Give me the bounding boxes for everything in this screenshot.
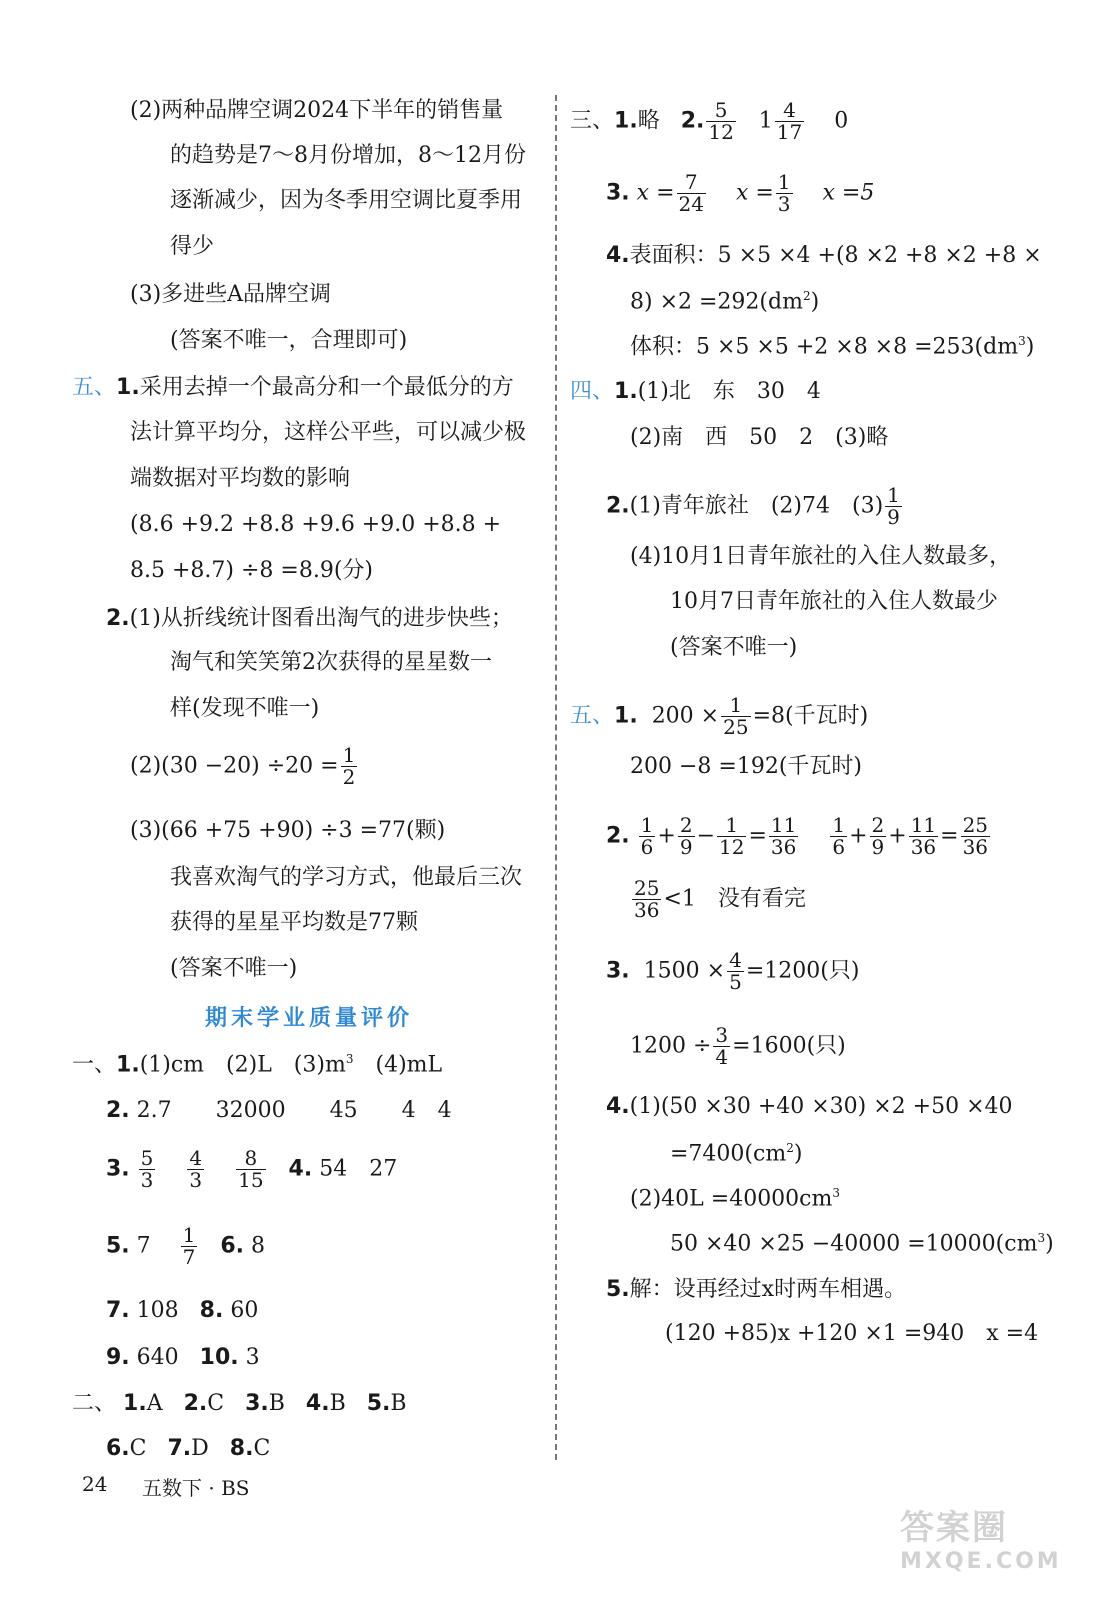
calc-line: 8.5 +8.7) ÷8 =8.9(分) [130,558,373,583]
answer-line: 淘气和笑笑第2次获得的星星数一 [170,650,492,675]
section-5-left: 五、1.采用去掉一个最高分和一个最低分的方 [72,375,514,400]
calc-line: 2. $\frac{1}{6}$ + $\frac{2}{9}$ − $\frac{1}{12}$ = $\frac{11}{36}$ $\frac{1}{6}$ + $\frac{2}{9}$ + $\frac{11}{36}$ = $\frac{25}{36}$ [606,813,989,859]
section-2: 二、 1.A 2.C 3.B 4.B 5.B [72,1391,407,1416]
calc-line: 4.(1)(50 ×30 +40 ×30) ×2 +50 ×40 [606,1094,1013,1119]
answer-line: 6.C 7.D 8.C [106,1436,271,1461]
answer-line: 3. x = $\frac{7}{24}$ x = $\frac{1}{3}$ x =5 [606,170,875,216]
book-label: 五数下 · BS [142,1476,250,1500]
fraction: $\frac{1}{9}$ [887,483,900,529]
calc-line: (120 +85)x +120 ×1 =940 x =4 [665,1321,1039,1346]
section-1: 一、1.(1)cm (2)L $(3)m^3$ (4)mL [72,1052,443,1078]
answer-line: 3. $\frac{5}{3}$ $\frac{4}{3}$ $\frac{8}{15}$ 4. 54 27 [106,1146,398,1192]
section-title: 期末学业质量评价 [205,1006,414,1031]
calc-line: $(2)40L =40000cm^3$ [630,1186,841,1212]
answer-line: 端数据对平均数的影响 [130,466,351,491]
calc-line: (8.6 +9.2 +8.8 +9.6 +9.0 +8.8 + [130,512,502,537]
calc-line: $\frac{25}{36}$ <1 没有看完 [634,876,806,922]
section-4: 四、1.(1)北 东 30 4 [570,379,821,404]
fraction: $\frac{1}{3}$ [777,170,791,216]
fraction: $\frac{11}{36}$ [770,813,797,859]
answer-line: 9. 640 10. 3 [106,1345,260,1370]
answer-line: 的趋势是7～8月份增加，8～12月份 [170,143,526,168]
calc-line: 5.解：设再经过x时两车相遇。 [606,1277,907,1302]
fraction: $\frac{1}{12}$ [719,813,745,859]
fraction: $\frac{7}{24}$ [678,170,704,216]
fraction: $\frac{1}{6}$ [640,813,654,859]
answer-line: 2.(1)青年旅社 (2)74 (3) $\frac{1}{9}$ [606,483,900,529]
fraction: $\frac{11}{36}$ [910,813,937,859]
answer-line: 10月7日青年旅社的入住人数最少 [670,589,998,614]
fraction: $\frac{5}{3}$ [140,1146,154,1192]
answer-line: 2.(1)从折线统计图看出淘气的进步快些； [106,606,513,631]
answer-line: (3)多进些A品牌空调 [130,282,332,307]
answer-line: (4)10月1日青年旅社的入住人数最多， [630,544,1012,569]
answer-line: 获得的星星平均数是77颗 [170,910,418,935]
watermark: 答案圈 MXQE.COM [900,1508,1062,1574]
fraction: $\frac{4}{3}$ [189,1146,203,1192]
fraction: $\frac{4}{5}$ [729,948,742,994]
column-divider [555,95,557,1460]
answer-line: 5. 7 $\frac{1}{7}$ 6. 8 [106,1223,266,1269]
fraction: $\frac{25}{36}$ [962,813,989,859]
answer-line: 2. 2.7 32000 45 4 4 [106,1098,452,1123]
answer-line: 逐渐减少，因为冬季用空调比夏季用 [170,188,523,213]
fraction: $\frac{1}{25}$ [723,693,749,739]
calc-line: 200 −8 =192(千瓦时) [630,754,862,779]
fraction: $\frac{4}{17}$ [776,98,803,144]
answer-line: (2)南 西 50 2 (3)略 [630,425,889,450]
calc-line: $8) \times 2 =292(dm^2)$ [630,289,820,315]
answer-note: (答案不唯一) [170,956,298,981]
calc-line: 3. 1500 × $\frac{4}{5}$ =1200(只) [606,948,860,994]
fraction: $\frac{2}{9}$ [871,813,885,859]
answer-line: (2)两种品牌空调2024下半年的销售量 [130,98,504,123]
page-number: 24 [82,1472,108,1496]
answer-line: 我喜欢淘气的学习方式，他最后三次 [170,865,523,890]
answer-line: 法计算平均分，这样公平些，可以减少极 [130,420,527,445]
fraction: $\frac{25}{36}$ [634,876,660,922]
fraction: $\frac{5}{12}$ [708,98,734,144]
fraction: $\frac{1}{2}$ [342,743,356,789]
calc-line: 体积：$5 \times 5 \times 5 +2 \times 8 \times 8 =253(dm^3)$ [630,334,1035,360]
fraction: $\frac{3}{4}$ [715,1023,729,1069]
calc-line: (2)(30 −20) ÷20 = $\frac{1}{2}$ [130,743,356,789]
answer-note: (答案不唯一) [670,635,798,660]
fraction: $\frac{8}{15}$ [238,1146,264,1192]
calc-line: $50 \times 40 \times 25 -40000 =10000(cm^3)$ [670,1231,1054,1257]
answer-line: 7. 108 8. 60 [106,1298,259,1323]
fraction: $\frac{1}{6}$ [832,813,846,859]
answer-line: 得少 [170,234,215,259]
fraction: $\frac{2}{9}$ [679,813,693,859]
calc-line: $=7400(cm^2)$ [670,1141,803,1167]
answer-line: 4.表面积：5 ×5 ×4 +(8 ×2 +8 ×2 +8 × [606,243,1042,268]
answer-line: 样(发现不唯一) [170,696,320,721]
calc-line: 1200 ÷ $\frac{3}{4}$ =1600(只) [630,1023,846,1069]
fraction: $\frac{1}{7}$ [182,1223,196,1269]
answer-note: (答案不唯一，合理即可) [170,328,408,353]
section-5-right: 五、1. 200 × $\frac{1}{25}$ =8(千瓦时) [570,693,869,739]
calc-line: (3)(66 +75 +90) ÷3 =77(颗) [130,818,446,843]
section-3: 三、1.略 2. $\frac{5}{12}$ 1 $\frac{4}{17}$ 0 [570,98,849,144]
